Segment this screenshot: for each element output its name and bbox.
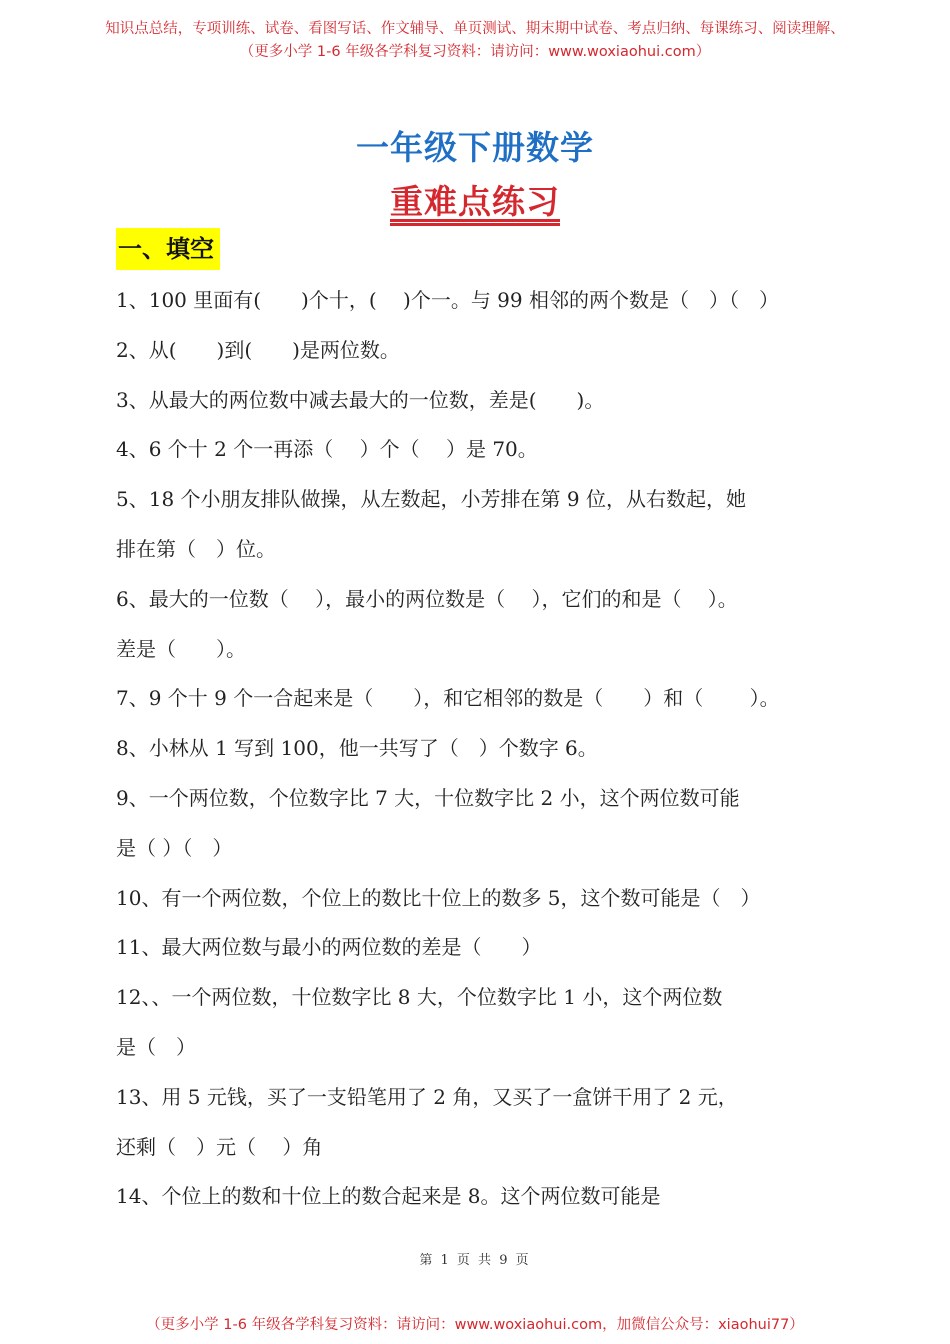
exercise-line: 4、6 个十 2 个一再添（ ）个（ ）是 70。: [116, 437, 538, 462]
header-line-2: （更多小学 1-6 年级各学科复习资料：请访问：www.woxiaohui.com）: [239, 44, 711, 60]
exercise-line: 排在第（ ）位。: [116, 536, 276, 561]
header-line-1: 知识点总结，专项训练、试卷、看图写话、作文辅导、单页测试、期末期中试卷、考点归纳、每课练习、阅读理解、: [105, 21, 845, 37]
exercise-list: [116, 276, 816, 1222]
page-number: 第 1 页 共 9 页: [419, 1253, 531, 1268]
exercise-line: 6、最大的一位数（ ），最小的两位数是（ ），它们的和是（ ）。: [116, 586, 738, 611]
exercise-line: 13、用 5 元钱，买了一支铅笔用了 2 角，又买了一盒饼干用了 2 元，: [116, 1084, 738, 1109]
exercise-line: 7、9 个十 9 个一合起来是（ ），和它相邻的数是（ ）和（ ）。: [116, 686, 780, 711]
subtitle-text: 重难点练习: [390, 182, 560, 221]
exercise-line: 11、最大两位数与最小的两位数的差是（ ）: [116, 935, 542, 960]
exercise-line: 9、一个两位数，个位数字比 7 大，十位数字比 2 小，这个两位数可能: [116, 785, 740, 810]
exercise-line: 差是（ ）。: [116, 636, 246, 661]
exercise-line: 8、小林从 1 写到 100，他一共写了（ ）个数字 6。: [116, 736, 598, 761]
exercise-line: 10、有一个两位数，个位上的数比十位上的数多 5，这个数可能是（ ）: [116, 885, 761, 910]
exercise-line: 12、、一个两位数，十位数字比 8 大，个位数字比 1 小，这个两位数: [116, 985, 723, 1010]
exercise-line: 还剩（ ）元（ ）角: [116, 1134, 323, 1159]
section-heading: 一、填空: [116, 228, 220, 270]
exercise-line: 是（ ）: [116, 1034, 196, 1059]
exercise-line: 5、18 个小朋友排队做操，从左数起，小芳排在第 9 位，从右数起，她: [116, 487, 746, 512]
exercise-line: 3、从最大的两位数中减去最大的一位数，差是( )。: [116, 387, 605, 412]
exercise-line: 1、100 里面有( )个十，( )个一。与 99 相邻的两个数是（ ）（ ）: [116, 288, 779, 312]
page-header: [0, 18, 950, 64]
document-title: 一年级下册数学: [356, 128, 594, 167]
exercise-line: 是（ ）（ ）: [116, 835, 233, 860]
exercise-line: 14、个位上的数和十位上的数合起来是 8。这个两位数可能是: [116, 1184, 661, 1209]
document-subtitle: [0, 176, 950, 223]
exercise-line: 2、从( )到( )是两位数。: [116, 337, 400, 362]
page-footer: （更多小学 1-6 年级各学科复习资料：请访问：www.woxiaohui.com，加微信公众号：xiaohui77）: [146, 1317, 804, 1333]
